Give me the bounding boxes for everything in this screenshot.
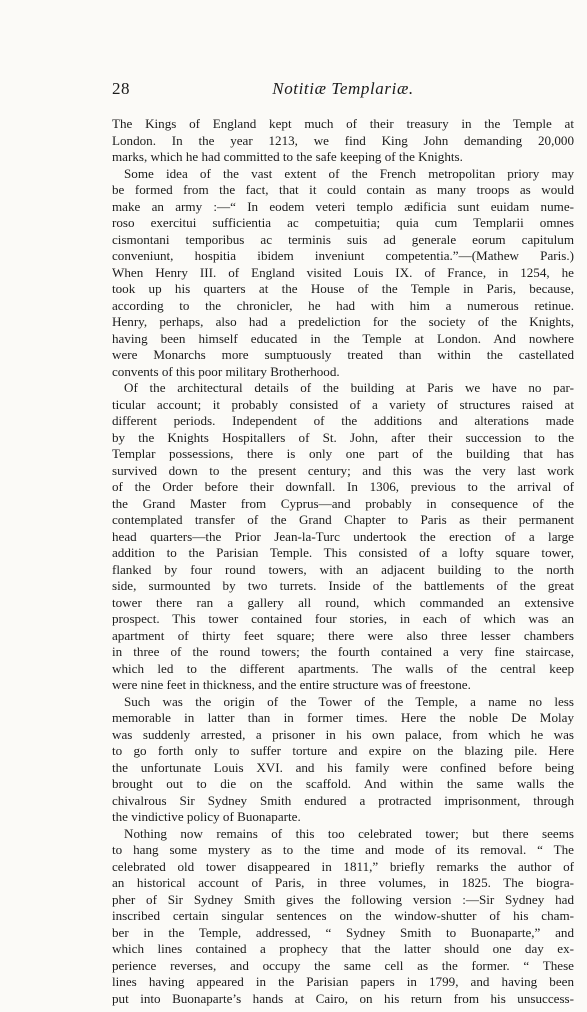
text-line: which led to the different apartments. The walls of the central keep — [112, 660, 574, 676]
text-line: The Kings of England kept much of their treasury in the Temple at — [112, 116, 574, 131]
text-line: roso exercitui sufficientia ac competuitia; quia cum Templarii omnes — [112, 215, 574, 230]
text-line: head quarters—the Prior Jean-la-Turc undertook the erection of a large — [112, 528, 574, 544]
text-line: perience reverses, and occupy the same cell as the former. “ These — [112, 957, 574, 973]
paragraph — [112, 380, 574, 694]
text-line: convents of this poor military Brotherhood. — [112, 363, 340, 379]
text-line: chivalrous Sir Sydney Smith endured a protracted imprisonment, through — [112, 792, 574, 808]
text-line: the Grand Master from Cyprus—and probably in consequence of the — [112, 495, 574, 511]
text-line: the unfortunate Louis XVI. and his family were confined before being — [112, 759, 574, 775]
text-line: apartment of thirty feet square; there were also three lesser chambers — [112, 627, 574, 643]
text-line: ber in the Temple, addressed, “ Sydney Smith to Buonaparte,” and — [112, 924, 574, 940]
text-line: contemplated transfer of the Grand Chapter to Paris as their permanent — [112, 512, 574, 527]
text-line: prospect. This tower contained four stories, in each of which was an — [112, 611, 574, 626]
text-line: side, surmounted by two turrets. Inside of the battlements of the great — [112, 578, 574, 593]
text-line: survived down to the present century; and this was the very last work — [112, 462, 574, 478]
text-line: to hang some mystery as to the time and mode of its removal. “ The — [112, 842, 574, 857]
text-line: took up his quarters at the House of the Temple in Paris, because, — [112, 281, 574, 296]
text-line: When Henry III. of England visited Louis IX. of France, in 1254, he — [112, 264, 574, 280]
text-line: was suddenly arrested, a prisoner in his own palace, from which he was — [112, 726, 574, 742]
text-line: Henry, perhaps, also had a predeliction for the society of the Knights, — [112, 314, 574, 329]
text-line: lines having appeared in the Parisian papers in 1799, and having been — [112, 974, 574, 989]
text-line: cismontani temporibus ac terminis suis ad generale eorum capitulum — [112, 231, 574, 247]
text-line: inscribed certain singular sentences on the window-shutter of his cham- — [112, 908, 574, 923]
text-line: were Monarchs more sumptuously treated than within the castellated — [112, 347, 574, 362]
paragraph — [112, 166, 574, 381]
text-line: make an army :—“ In eodem veteri templo ædificia sunt euidam nume- — [112, 198, 574, 214]
text-line: Nothing now remains of this too celebrated tower; but there seems — [124, 825, 574, 841]
text-line: brought out to die on the scaffold. And within the same walls the — [112, 776, 574, 791]
text-line: according to the chronicler, he had with him a numerous retinue. — [112, 297, 574, 313]
text-line: ticular account; it probably consisted of a variety of structures raised at — [112, 396, 574, 412]
text-line: different periods. Independent of the additions and alterations made — [112, 413, 574, 428]
text-line: in three of the round towers; the fourth contained a very fine staircase, — [112, 644, 574, 659]
text-line: Templar possessions, there is only one part of the building that has — [112, 446, 574, 461]
running-title: Notitiæ Templariæ. — [272, 79, 414, 98]
text-line: Such was the origin of the Tower of the Temple, a name no less — [124, 693, 574, 709]
text-line: marks, which he had committed to the safe keeping of the Knights. — [112, 149, 463, 164]
paragraph — [112, 116, 574, 166]
text-line: flanked by four round towers, with an adjacent building to the north — [112, 561, 574, 577]
paragraph — [112, 826, 574, 1008]
text-line: memorable in latter than in former times. Here the noble De Molay — [112, 710, 574, 725]
text-line: having been himself educated in the Temple at London. And nowhere — [112, 330, 574, 346]
text-line: which lines contained a prophecy that the latter should one day ex- — [112, 941, 574, 956]
text-line: an historical account of Paris, in three volumes, in 1825. The biogra- — [112, 875, 574, 890]
text-line: be formed from the fact, that it could contain as many troops as would — [112, 182, 574, 197]
text-line: put into Buonaparte’s hands at Cairo, on his return from his unsuccess- — [112, 990, 574, 1006]
text-line: pher of Sir Sydney Smith gives the following version :—Sir Sydney had — [112, 891, 574, 907]
page-number: 28 — [112, 79, 130, 98]
text-line: celebrated old tower disappeared in 1811,” briefly remarks the author of — [112, 858, 574, 874]
text-line: to go forth only to suffer torture and expire on the blazing pile. Here — [112, 743, 574, 758]
page-header — [112, 79, 574, 105]
body-text — [112, 116, 574, 1007]
text-line: London. In the year 1213, we find King John demanding 20,000 — [112, 132, 574, 148]
text-line: the vindictive policy of Buonaparte. — [112, 809, 301, 824]
paragraph — [112, 694, 574, 826]
text-line: tower there ran a gallery all round, which commanded an extensive — [112, 594, 574, 610]
text-line: Of the architectural details of the building at Paris we have no par- — [124, 380, 574, 395]
text-line: addition to the Parisian Temple. This consisted of a lofty square tower, — [112, 545, 574, 560]
text-line: of the Order before their downfall. In 1306, previous to the arrival of — [112, 479, 574, 494]
text-line: conveniunt, hospitia ibidem inveniunt competentia.”—(Mathew Paris.) — [112, 248, 574, 263]
text-line: were nine feet in thickness, and the entire structure was of freestone. — [112, 677, 471, 692]
text-line: Some idea of the vast extent of the French metropolitan priory may — [124, 165, 574, 181]
text-line: by the Knights Hospitallers of St. John, after their succession to the — [112, 429, 574, 445]
